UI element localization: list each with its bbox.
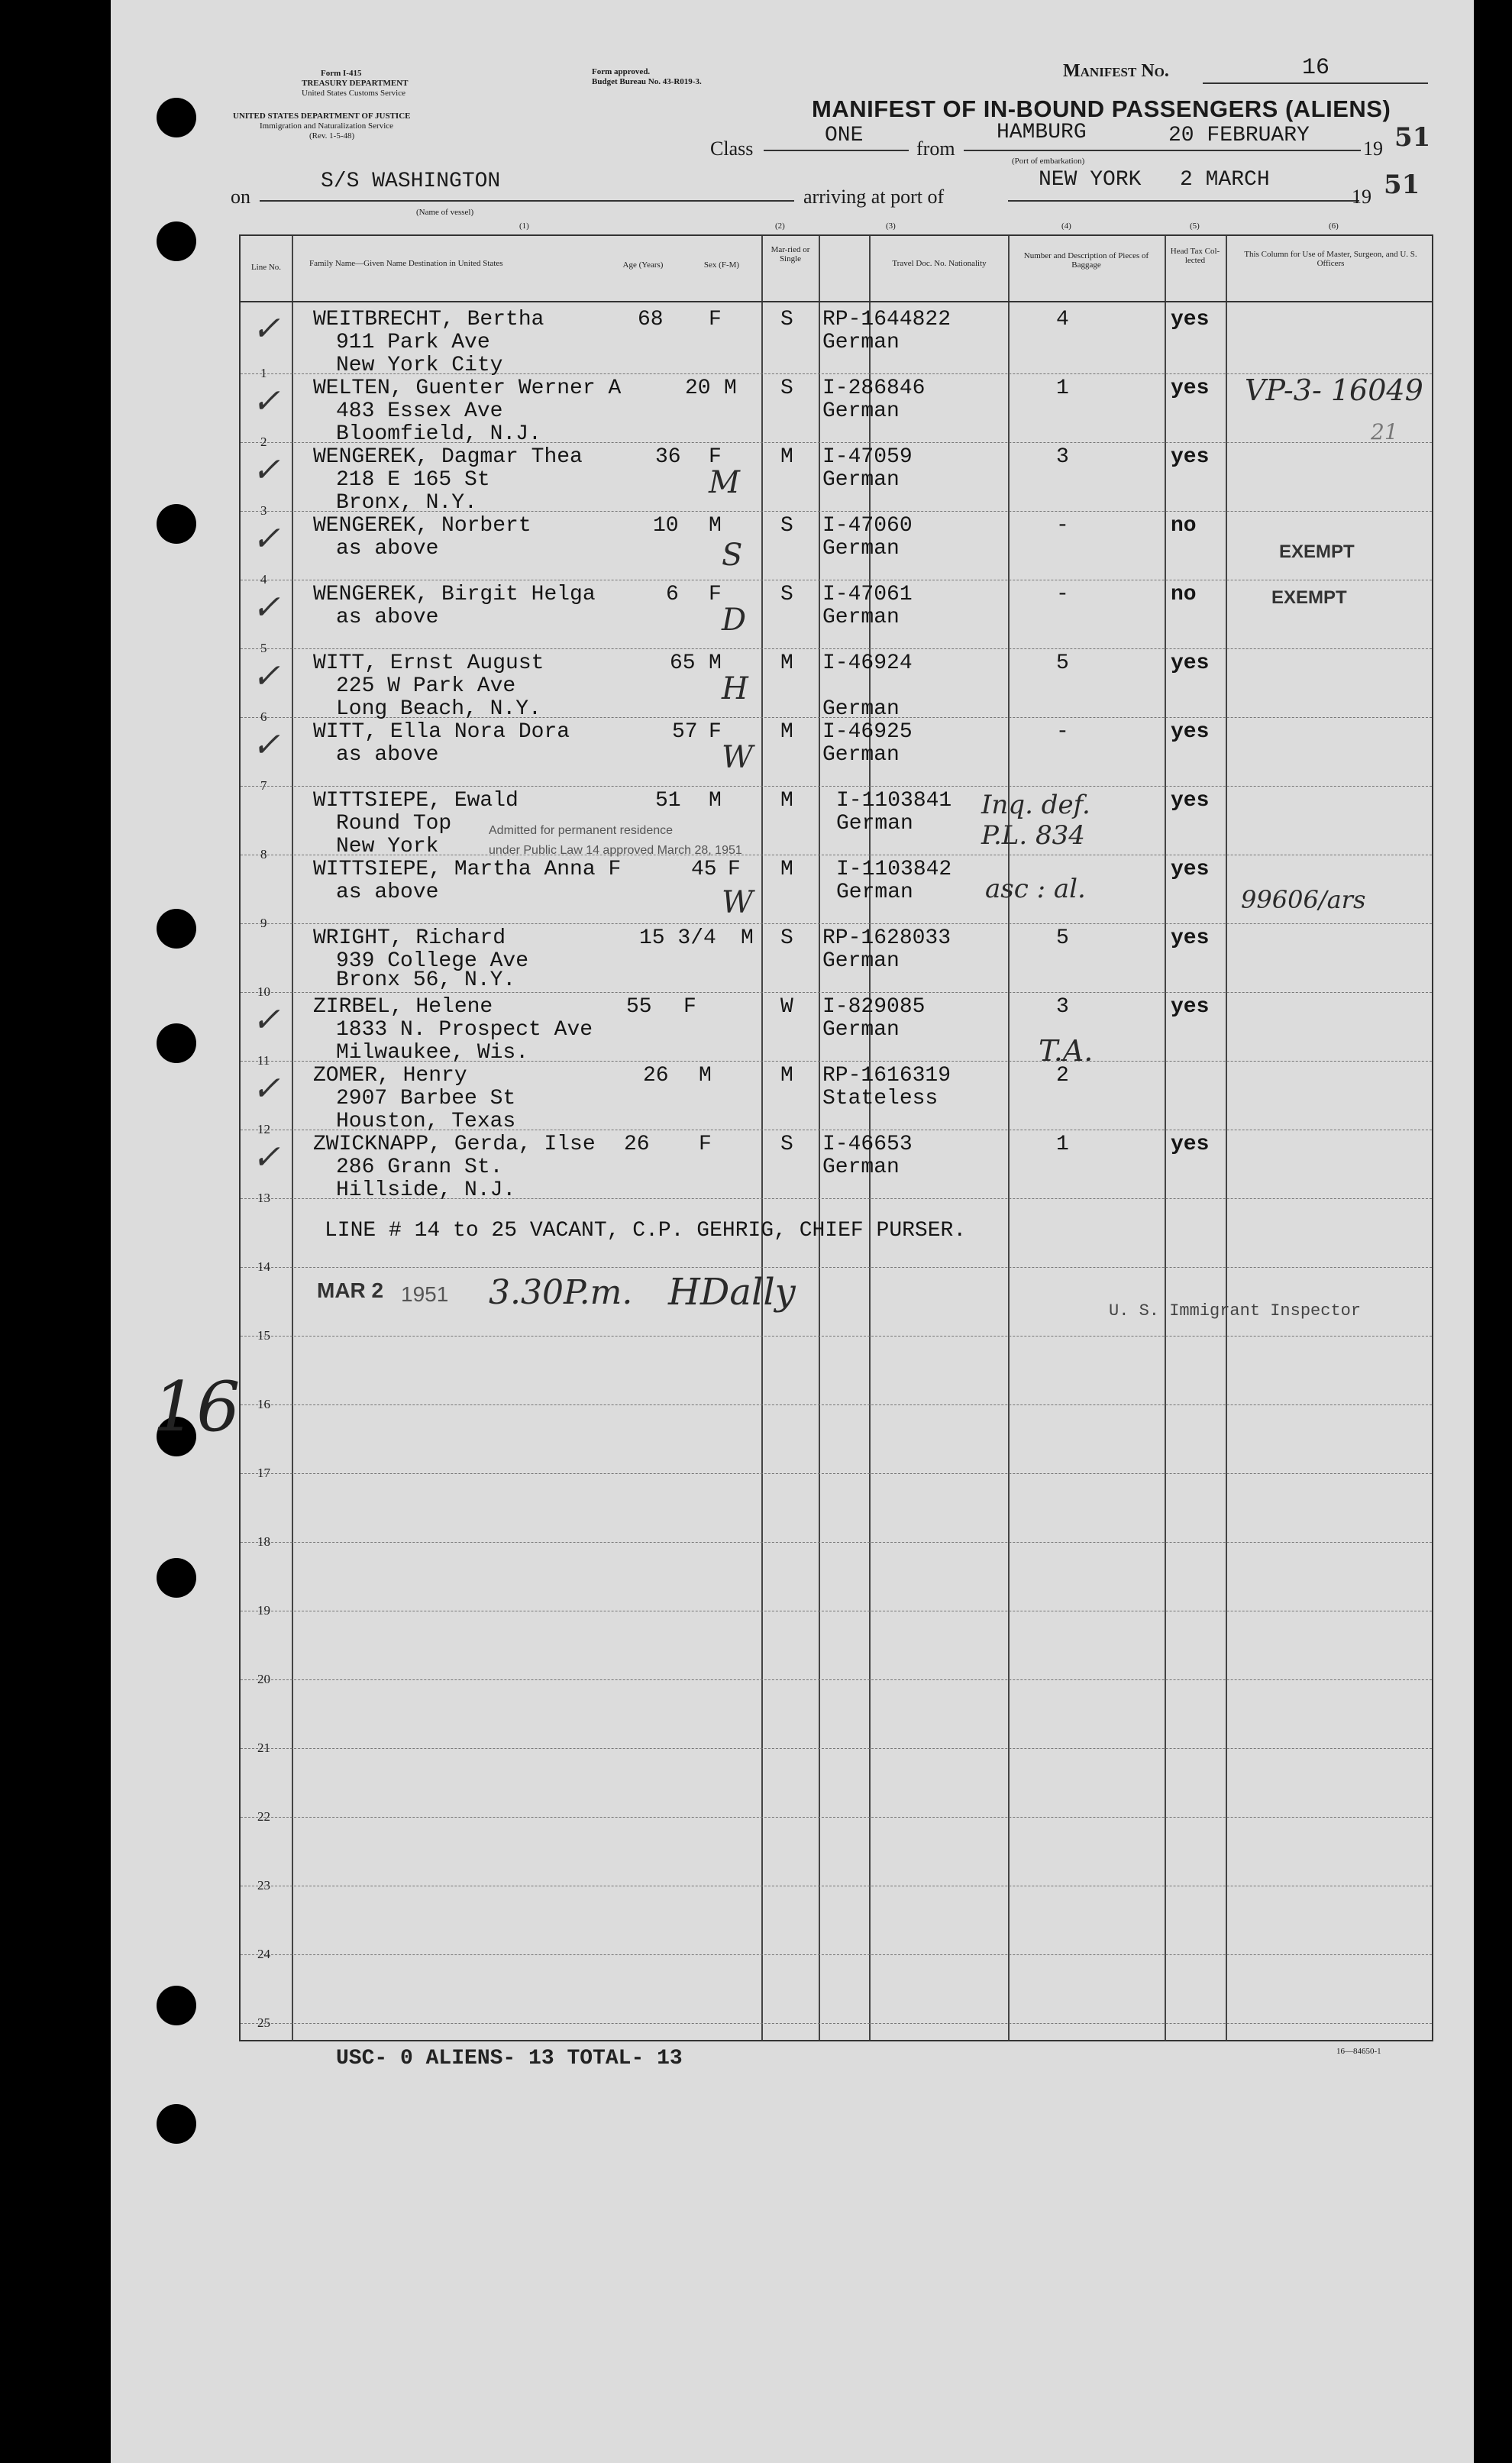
passenger-name: WITT, Ella Nora Dora <box>313 720 570 744</box>
travel-doc: RP-1616319 <box>822 1064 951 1088</box>
travel-doc: I-46925 <box>822 720 913 744</box>
check-mark: ✓ <box>252 726 280 764</box>
row-rule <box>241 1954 1432 1955</box>
passenger-sex: F <box>709 445 722 469</box>
head-tax: yes <box>1171 308 1210 331</box>
line-number: 6 <box>260 709 267 724</box>
passenger-sex: F <box>709 720 722 744</box>
baggage-count: 5 <box>1056 651 1069 675</box>
passenger-marital: S <box>780 514 793 538</box>
passenger-marital: W <box>780 995 793 1019</box>
passenger-sex: F <box>728 858 741 881</box>
row-rule <box>241 1267 1432 1268</box>
class-rule <box>764 150 909 151</box>
line-number: 8 <box>260 847 267 861</box>
passenger-marital: M <box>780 789 793 813</box>
manifest-no-label: Manifest No. <box>1063 61 1169 81</box>
passenger-age: 65 <box>670 651 696 675</box>
handwritten-mark: H <box>722 671 748 706</box>
vessel-name: S/S WASHINGTON <box>321 170 501 193</box>
passenger-address: 218 E 165 St <box>336 468 490 492</box>
line-number: 19 <box>257 1603 270 1618</box>
row-rule <box>241 1679 1432 1680</box>
passenger-address: 2907 Barbee St <box>336 1087 516 1110</box>
passenger-city: Long Beach, N.Y. <box>336 697 541 721</box>
nationality: German <box>836 812 913 836</box>
line-number: 2 <box>260 435 267 449</box>
passenger-address: as above <box>336 881 439 904</box>
passenger-marital: M <box>780 720 793 744</box>
stamp-date: MAR 2 <box>317 1278 384 1302</box>
line-number: 12 <box>257 1122 270 1136</box>
passenger-name: ZIRBEL, Helene <box>313 995 493 1019</box>
punch-hole <box>157 1986 196 2025</box>
check-mark: ✓ <box>252 657 280 696</box>
stamp-time: 3.30P.m. <box>489 1273 633 1312</box>
passenger-age: 51 <box>655 789 681 813</box>
nationality: Stateless <box>822 1087 939 1110</box>
punch-hole <box>157 221 196 261</box>
passenger-city: Hillside, N.J. <box>336 1178 516 1202</box>
arrival-port: NEW YORK <box>1039 168 1142 192</box>
baggage-count: 2 <box>1056 1064 1069 1088</box>
row-rule <box>241 1404 1432 1405</box>
punch-hole <box>157 2104 196 2144</box>
passenger-name: ZOMER, Henry <box>313 1064 467 1088</box>
travel-doc: I-46653 <box>822 1133 913 1156</box>
asc-annotation: asc : al. <box>985 874 1086 904</box>
nationality: German <box>822 606 900 629</box>
baggage-count: 5 <box>1056 926 1069 950</box>
check-mark: ✓ <box>252 1000 280 1039</box>
admitted-stamp-line2: under Public Law 14 approved March 28, 1951 <box>489 844 742 857</box>
baggage-count: 1 <box>1056 377 1069 400</box>
passenger-table <box>239 234 1433 2041</box>
passenger-name: WRIGHT, Richard <box>313 926 506 950</box>
departure-date: 20 FEBRUARY <box>1168 124 1310 147</box>
inspector-title: U. S. Immigrant Inspector <box>1109 1301 1362 1320</box>
passenger-city: Bronx 56, N.Y. <box>336 968 516 992</box>
port-embarkation-caption: (Port of embarkation) <box>1012 157 1085 166</box>
header-travel-doc: Travel Doc. No. Nationality <box>892 259 987 268</box>
ta-annotation: T.A. <box>1039 1034 1094 1068</box>
from-rule <box>964 150 1361 151</box>
passenger-address: 911 Park Ave <box>336 331 490 354</box>
check-mark: ✓ <box>252 1138 280 1177</box>
row-rule <box>241 1748 1432 1749</box>
nationality: German <box>836 881 913 904</box>
from-port: HAMBURG <box>997 121 1087 144</box>
from-label: from <box>916 137 955 160</box>
punch-hole <box>157 1558 196 1598</box>
year-prefix-2: 19 <box>1352 186 1371 208</box>
stamp-year: 1951 <box>401 1282 449 1306</box>
passenger-age: 26 <box>624 1133 650 1156</box>
travel-doc: RP-1628033 <box>822 926 951 950</box>
class-label: Class <box>710 137 754 160</box>
on-label: on <box>231 186 250 208</box>
passenger-name: WITTSIEPE, Ewald <box>313 789 519 813</box>
passenger-age: 55 <box>626 995 652 1019</box>
col-number: (5) <box>1190 221 1200 231</box>
passenger-address: as above <box>336 606 439 629</box>
punch-hole <box>157 504 196 544</box>
header-official-use: This Column for Use of Master, Surgeon, and U. S. Officers <box>1244 250 1417 268</box>
passenger-marital: M <box>780 651 793 675</box>
handwritten-mark: M <box>709 465 740 500</box>
column-rule <box>1008 236 1010 2040</box>
passenger-age: 45 <box>691 858 717 881</box>
passenger-sex: F <box>709 308 722 331</box>
head-tax: yes <box>1171 789 1210 813</box>
row-rule <box>241 648 1432 649</box>
travel-doc: I-47060 <box>822 514 913 538</box>
passenger-address: 939 College Ave <box>336 949 529 973</box>
column-rule <box>761 236 763 2040</box>
ins-service: Immigration and Naturalization Service <box>260 121 394 131</box>
passenger-sex: F <box>699 1133 712 1156</box>
header-rule <box>241 301 1432 302</box>
baggage-count: 3 <box>1056 445 1069 469</box>
line-number: 21 <box>257 1741 270 1755</box>
line-number: 17 <box>257 1466 270 1480</box>
official-note-extra: 21 <box>1371 419 1398 444</box>
travel-doc: I-286846 <box>822 377 926 400</box>
nationality: German <box>822 1156 900 1179</box>
passenger-sex: M <box>709 651 722 675</box>
vacant-lines-note: LINE # 14 to 25 VACANT, C.P. GEHRIG, CHIEF PURSER. <box>325 1219 967 1243</box>
line-number: 3 <box>260 503 267 518</box>
passenger-sex: F <box>709 583 722 606</box>
passenger-address: 483 Essex Ave <box>336 399 503 423</box>
head-tax: yes <box>1171 720 1210 744</box>
travel-doc: RP-1644822 <box>822 308 951 331</box>
column-rule <box>1165 236 1166 2040</box>
nationality: German <box>822 468 900 492</box>
travel-doc: I-47061 <box>822 583 913 606</box>
row-rule <box>241 1542 1432 1543</box>
header-name: Family Name—Given Name Destination in United States <box>309 259 503 268</box>
baggage-count: 4 <box>1056 308 1069 331</box>
row-rule <box>241 923 1432 924</box>
col-number: (6) <box>1329 221 1339 231</box>
passenger-address: 286 Grann St. <box>336 1156 503 1179</box>
check-mark: ✓ <box>252 1069 280 1108</box>
footer-code: 16—84650-1 <box>1336 2047 1381 2056</box>
handwritten-mark: S <box>722 538 743 573</box>
passenger-address: as above <box>336 743 439 767</box>
arriving-label: arriving at port of <box>803 186 945 208</box>
check-mark: ✓ <box>252 382 280 421</box>
head-tax: yes <box>1171 445 1210 469</box>
form-approved: Form approved. <box>592 67 651 76</box>
justice-dept: UNITED STATES DEPARTMENT OF JUSTICE <box>233 112 411 121</box>
col-number: (1) <box>519 221 529 231</box>
travel-doc: I-829085 <box>822 995 926 1019</box>
passenger-address: as above <box>336 537 439 561</box>
official-note: 99606/ars <box>1241 885 1366 914</box>
passenger-marital: S <box>780 926 793 950</box>
head-tax: no <box>1171 514 1197 538</box>
year-1: 51 <box>1394 122 1431 153</box>
passenger-age: 6 <box>666 583 679 606</box>
check-mark: ✓ <box>252 519 280 558</box>
handwritten-mark: W <box>722 885 754 920</box>
passenger-sex: M <box>724 377 737 400</box>
line-number: 14 <box>257 1259 270 1274</box>
passenger-sex: F <box>683 995 696 1019</box>
head-tax: yes <box>1171 858 1210 881</box>
vessel-caption: (Name of vessel) <box>416 208 474 217</box>
line-number: 7 <box>260 778 267 793</box>
travel-doc: I-46924 <box>822 651 913 675</box>
nationality: German <box>822 399 900 423</box>
line-number: 20 <box>257 1672 270 1686</box>
manifest-no-rule <box>1203 82 1428 84</box>
head-tax: yes <box>1171 377 1210 400</box>
col-number: (3) <box>886 221 896 231</box>
passenger-name: WENGEREK, Birgit Helga <box>313 583 596 606</box>
nationality: German <box>822 743 900 767</box>
col-number: (4) <box>1061 221 1071 231</box>
footer-totals: USC- 0 ALIENS- 13 TOTAL- 13 <box>336 2047 683 2070</box>
baggage-count: - <box>1056 514 1069 538</box>
passenger-marital: S <box>780 1133 793 1156</box>
nationality: German <box>822 1018 900 1042</box>
head-tax: yes <box>1171 1133 1210 1156</box>
passenger-marital: M <box>780 858 793 881</box>
row-rule <box>241 992 1432 993</box>
row-rule <box>241 2023 1432 2024</box>
manifest-no-value: 16 <box>1302 55 1330 81</box>
line-number: 10 <box>257 984 270 999</box>
customs-service: United States Customs Service <box>302 89 405 98</box>
passenger-sex: M <box>709 789 722 813</box>
passenger-age: 10 <box>653 514 679 538</box>
manifest-title: MANIFEST OF IN-BOUND PASSENGERS (ALIENS) <box>812 95 1391 122</box>
passenger-city: Bronx, N.Y. <box>336 491 477 515</box>
nationality: German <box>822 537 900 561</box>
header-line-no: Line No. <box>250 263 282 272</box>
passenger-name: ZWICKNAPP, Gerda, Ilse <box>313 1133 596 1156</box>
passenger-marital: S <box>780 377 793 400</box>
handwritten-mark: D <box>722 603 747 638</box>
header-marital: Mar-ried or Single <box>771 245 810 263</box>
header-sex: Sex (F-M) <box>703 260 740 270</box>
passenger-city: Bloomfield, N.J. <box>336 422 541 446</box>
head-tax: yes <box>1171 926 1210 950</box>
passenger-address: 225 W Park Ave <box>336 674 516 698</box>
nationality: German <box>822 331 900 354</box>
passenger-city: New York <box>336 835 439 858</box>
passenger-sex: M <box>741 926 754 950</box>
line-number: 11 <box>257 1053 270 1068</box>
passenger-marital: S <box>780 583 793 606</box>
passenger-name: WENGEREK, Dagmar Thea <box>313 445 583 469</box>
travel-doc: I-1103842 <box>836 858 952 881</box>
punch-hole <box>157 98 196 137</box>
line-number: 15 <box>257 1328 270 1343</box>
treasury-dept: TREASURY DEPARTMENT <box>302 79 409 88</box>
passenger-marital: S <box>780 308 793 331</box>
baggage-count: 3 <box>1056 995 1069 1019</box>
passenger-city: New York City <box>336 354 503 377</box>
row-rule <box>241 786 1432 787</box>
line-number: 1 <box>260 366 267 380</box>
passenger-city: Houston, Texas <box>336 1110 516 1133</box>
punch-hole <box>157 909 196 949</box>
line-number: 24 <box>257 1947 270 1961</box>
inquiry-annotation: Inq. def. P.L. 834 <box>981 790 1090 851</box>
form-revision: (Rev. 1-5-48) <box>309 131 355 141</box>
official-note: EXEMPT <box>1271 587 1347 608</box>
arrival-rule <box>1008 200 1359 202</box>
nationality: German <box>822 697 900 721</box>
check-mark: ✓ <box>252 588 280 627</box>
budget-bureau: Budget Bureau No. 43-R019-3. <box>592 77 702 86</box>
line-number: 16 <box>257 1397 270 1411</box>
check-mark: ✓ <box>252 309 280 348</box>
travel-doc: I-1103841 <box>836 789 952 813</box>
head-tax: yes <box>1171 995 1210 1019</box>
passenger-age: 57 <box>672 720 698 744</box>
baggage-count: - <box>1056 583 1069 606</box>
column-rule <box>292 236 293 2040</box>
passenger-city: Milwaukee, Wis. <box>336 1041 529 1065</box>
baggage-count: - <box>1056 720 1069 744</box>
inspector-signature: HDally <box>668 1271 796 1314</box>
vessel-rule <box>260 200 794 202</box>
passenger-name: WEITBRECHT, Bertha <box>313 308 544 331</box>
passenger-name: WELTEN, Guenter Werner A <box>313 377 622 400</box>
passenger-address: Round Top <box>336 812 452 836</box>
passenger-address: 1833 N. Prospect Ave <box>336 1018 593 1042</box>
row-rule <box>241 1336 1432 1337</box>
line-number: 5 <box>260 641 267 655</box>
nationality: German <box>822 949 900 973</box>
row-rule <box>241 1817 1432 1818</box>
punch-hole <box>157 1023 196 1063</box>
passenger-age: 20 <box>685 377 711 400</box>
header-head-tax: Head Tax Col-lected <box>1170 247 1220 265</box>
passenger-sex: M <box>699 1064 712 1088</box>
col-number: (2) <box>775 221 785 231</box>
line-number: 9 <box>260 916 267 930</box>
line-number: 23 <box>257 1878 270 1893</box>
line-number: 4 <box>260 572 267 587</box>
passenger-name: WITTSIEPE, Martha Anna F <box>313 858 622 881</box>
official-note: VP-3- 16049 <box>1245 373 1423 407</box>
line-number: 25 <box>257 2015 270 2030</box>
column-rule <box>1226 236 1227 2040</box>
handwritten-mark: W <box>722 740 754 775</box>
line-number: 22 <box>257 1809 270 1824</box>
head-tax: yes <box>1171 651 1210 675</box>
passenger-marital: M <box>780 445 793 469</box>
admitted-stamp-line1: Admitted for permanent residence <box>489 824 674 837</box>
row-rule <box>241 1473 1432 1474</box>
form-number: Form I-415 <box>321 69 362 78</box>
travel-doc: I-47059 <box>822 445 913 469</box>
passenger-name: WENGEREK, Norbert <box>313 514 531 538</box>
passenger-age: 15 3/4 <box>639 926 716 950</box>
header-baggage: Number and Description of Pieces of Baggage <box>1023 251 1149 270</box>
baggage-count: 1 <box>1056 1133 1069 1156</box>
passenger-age: 26 <box>643 1064 669 1088</box>
passenger-sex: M <box>709 514 722 538</box>
year-2: 51 <box>1384 170 1420 200</box>
arrival-date: 2 MARCH <box>1180 168 1270 192</box>
head-tax: no <box>1171 583 1197 606</box>
passenger-name: WITT, Ernst August <box>313 651 544 675</box>
official-note: EXEMPT <box>1279 541 1355 562</box>
check-mark: ✓ <box>252 451 280 490</box>
line-number: 13 <box>257 1191 270 1205</box>
line-number: 18 <box>257 1534 270 1549</box>
margin-manifest-number: 16 <box>153 1367 241 1447</box>
header-age: Age (Years) <box>622 260 664 270</box>
column-rule <box>819 236 820 2040</box>
class-value: ONE <box>825 124 864 147</box>
passenger-age: 36 <box>655 445 681 469</box>
year-prefix-1: 19 <box>1363 137 1383 160</box>
passenger-age: 68 <box>638 308 664 331</box>
passenger-marital: M <box>780 1064 793 1088</box>
